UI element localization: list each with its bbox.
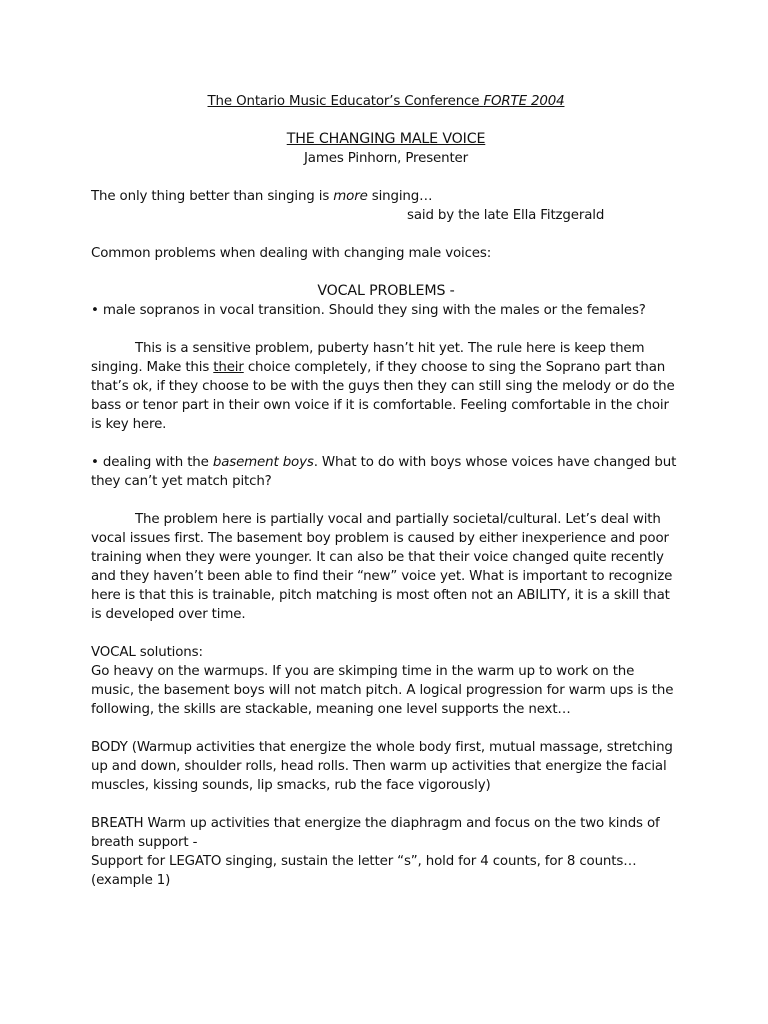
- body-paragraph: BODY (Warmup activities that energize the whole body first, mutual massage, stretching up and down, shoulder rolls, head rolls. Then warm up activities that energize the facial muscles, kissing sounds, lip smacks, rub the face vigorously): [91, 740, 673, 793]
- bullet-male-sopranos: • male sopranos in vocal transition. Should they sing with the males or the females?: [91, 303, 646, 318]
- vocal-problems-heading: VOCAL PROBLEMS -: [317, 283, 455, 299]
- breath-paragraph-line2: Support for LEGATO singing, sustain the letter “s”, hold for 4 counts, for 8 counts…: [91, 854, 637, 869]
- conference-name: FORTE 2004: [483, 94, 565, 109]
- vocal-solutions-text: Go heavy on the warmups. If you are skimping time in the warm up to work on the music, the basement boys will not match pitch. A logical progression for warm ups is the following, the skills are stackable, meaning one level supports the next…: [91, 664, 674, 717]
- presenter: James Pinhorn, Presenter: [304, 151, 468, 166]
- conference-title: [91, 92, 681, 111]
- quote: The only thing better than singing is more singing…: [91, 189, 433, 204]
- vocal-solutions-heading: VOCAL solutions:: [91, 645, 203, 660]
- conference-prefix: The Ontario Music Educator’s Conference: [207, 94, 484, 109]
- document-page: [91, 92, 681, 890]
- document-title: THE CHANGING MALE VOICE: [286, 131, 486, 147]
- breath-paragraph-line3: (example 1): [91, 873, 171, 888]
- bullet-basement-boys: • dealing with the basement boys. What to do with boys whose voices have changed but they can’t yet match pitch?: [91, 455, 677, 489]
- intro-text: Common problems when dealing with changing male voices:: [91, 246, 492, 261]
- paragraph-sensitive-problem: This is a sensitive problem, puberty hasn’t hit yet. The rule here is keep them singing. Make this their choice completely, if they choose to sing the Soprano part than that’s ok, if they choose to be with the guys then they can still sing the melody or do the bass or tenor part in their own voice if it is comfortable. Feeling comfortable in the choir is key here.: [91, 341, 675, 432]
- paragraph-basement-boy-problem: The problem here is partially vocal and partially societal/cultural. Let’s deal with vocal issues first. The basement boy problem is caused by either inexperience and poor training when they were younger. It can also be that their voice changed quite recently and they haven’t been able to find their “new” voice yet. What is important to recognize here is that this is trainable, pitch matching is most often not an ABILITY, it is a skill that is developed over time.: [91, 512, 673, 622]
- breath-paragraph-line1: BREATH Warm up activities that energize the diaphragm and focus on the two kinds of breath support -: [91, 816, 660, 850]
- quote-attribution: said by the late Ella Fitzgerald: [407, 208, 605, 223]
